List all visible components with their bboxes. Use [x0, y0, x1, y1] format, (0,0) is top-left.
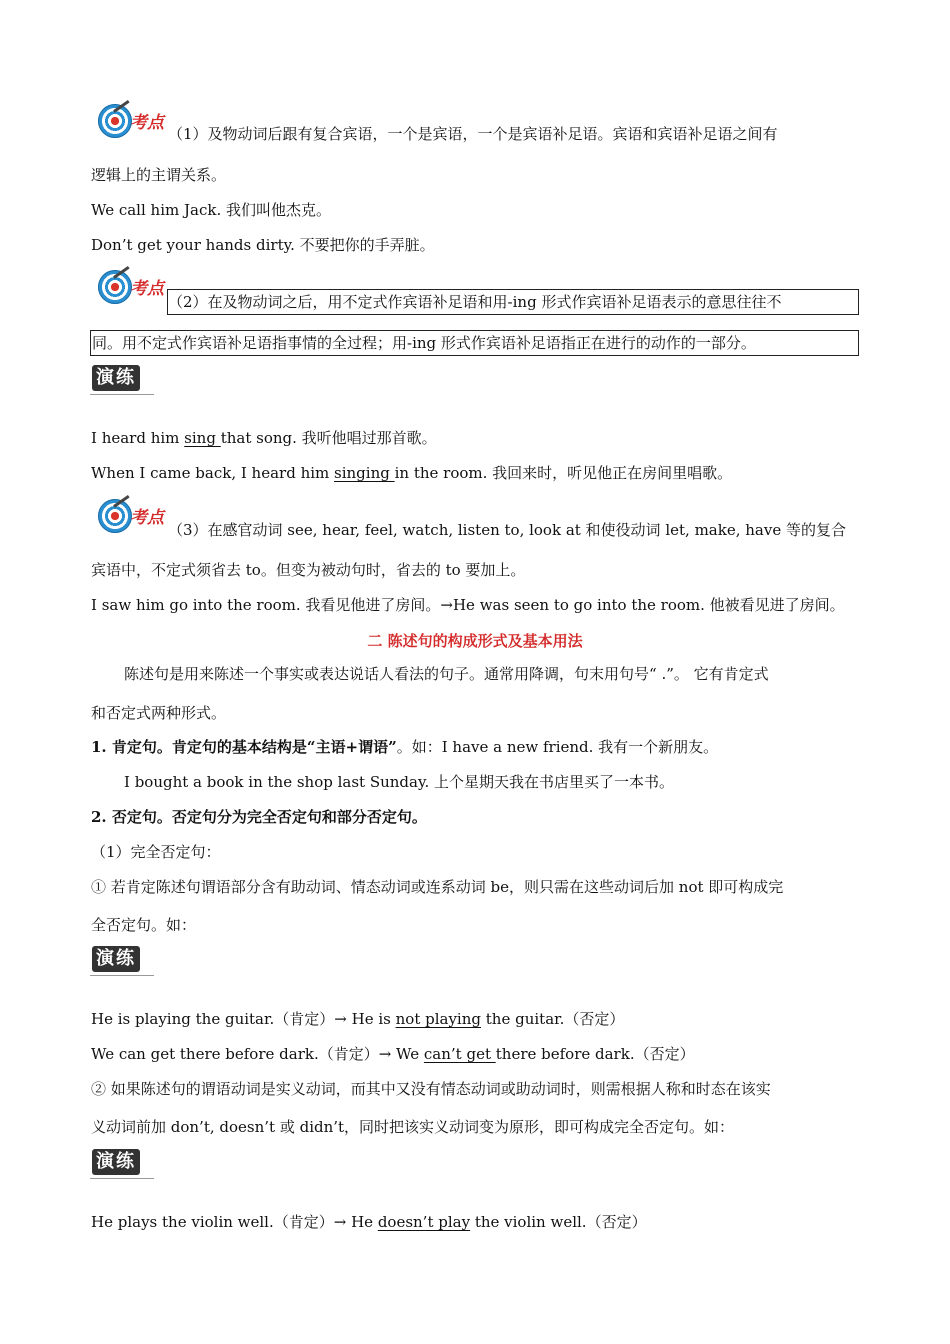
- kaodian-3-text: （3）在感官动词 see, hear, feel, watch, listen to, look at 和使役动词 let, make, have 等的复合: [168, 521, 846, 539]
- kaodian-label: 考点: [130, 279, 164, 299]
- example-line: I saw him go into the room. 我看见他进了房间。→He was seen to go into the room. 他被看见进了房间。: [91, 596, 845, 614]
- yanlian-badge: [90, 945, 154, 976]
- rule-2: ② 如果陈述句的谓语动词是实义动词，而其中又没有情态动词或助动词时，则需根据人称和时态在该实: [91, 1080, 771, 1098]
- kaodian-label: 考点: [130, 113, 164, 133]
- kaodian-2-box-cont: [90, 330, 859, 356]
- kaodian-label: 考点: [130, 508, 164, 528]
- rule-1-cont: 全否定句。如：: [91, 916, 197, 934]
- example-line: He plays the violin well.（肯定）→ He doesn’t play the violin well.（否定）: [91, 1213, 647, 1231]
- yanlian-label: 演练: [92, 365, 140, 391]
- kaodian-2-box: [167, 289, 859, 315]
- example-line: We can get there before dark.（肯定）→ We can’t get there before dark.（否定）: [91, 1045, 695, 1063]
- kaodian-3-text-cont: 宾语中，不定式须省去 to。但变为被动句时，省去的 to 要加上。: [91, 561, 526, 579]
- kaodian-2-text-cont: 同。用不定式作宾语补足语指事情的全过程；用-ing 形式作宾语补足语指正在进行的动作的一部分。: [92, 334, 756, 352]
- rule-2-cont: 义动词前加 don’t, doesn’t 或 didn’t，同时把该实义动词变为原形，即可构成完全否定句。如：: [91, 1118, 735, 1136]
- kaodian-1-text: （1）及物动词后跟有复合宾语，一个是宾语，一个是宾语补足语。宾语和宾语补足语之间有: [168, 125, 778, 143]
- underlined-answer: sing: [184, 429, 221, 447]
- example-line: When I came back, I heard him singing in the room. 我回来时，听见他正在房间里唱歌。: [91, 464, 733, 482]
- kaodian-badge: [92, 497, 168, 537]
- kaodian-2-text: （2）在及物动词之后，用不定式作宾语补足语和用-ing 形式作宾语补足语表示的意思往往不: [168, 293, 782, 311]
- yanlian-label: 演练: [92, 1149, 140, 1175]
- kaodian-badge: [92, 268, 168, 308]
- kaodian-badge: [92, 102, 168, 142]
- rule-1: ① 若肯定陈述句谓语部分含有助动词、情态动词或连系动词 be，则只需在这些动词后加 not 即可构成完: [91, 878, 784, 896]
- yanlian-badge: [90, 364, 154, 395]
- paragraph: 陈述句是用来陈述一个事实或表达说话人看法的句子。通常用降调，句末用句号“ .”。 它有肯定式: [124, 665, 769, 683]
- underlined-answer: singing: [334, 464, 395, 482]
- example-line: He is playing the guitar.（肯定）→ He is not playing the guitar.（否定）: [91, 1010, 625, 1028]
- point-1: 1. 肯定句。肯定句的基本结构是“主语+谓语”。如：I have a new friend. 我有一个新朋友。: [91, 738, 719, 756]
- section-title: 二 陈述句的构成形式及基本用法: [367, 632, 583, 650]
- yanlian-badge: [90, 1148, 154, 1179]
- example-line: I bought a book in the shop last Sunday. 上个星期天我在书店里买了一本书。: [124, 773, 674, 791]
- example-line: We call him Jack. 我们叫他杰克。: [91, 201, 331, 219]
- kaodian-1-text-cont: 逻辑上的主谓关系。: [91, 166, 227, 184]
- underlined-answer: not playing: [395, 1010, 481, 1028]
- point-2: 2. 否定句。否定句分为完全否定句和部分否定句。: [91, 808, 427, 826]
- yanlian-label: 演练: [92, 946, 140, 972]
- sub-heading: （1）完全否定句：: [91, 843, 221, 861]
- underlined-answer: doesn’t play: [377, 1213, 471, 1231]
- example-line: I heard him sing that song. 我听他唱过那首歌。: [91, 429, 437, 447]
- paragraph-cont: 和否定式两种形式。: [91, 704, 227, 722]
- underlined-answer: can’t get: [423, 1045, 496, 1063]
- example-line: Don’t get your hands dirty. 不要把你的手弄脏。: [91, 236, 435, 254]
